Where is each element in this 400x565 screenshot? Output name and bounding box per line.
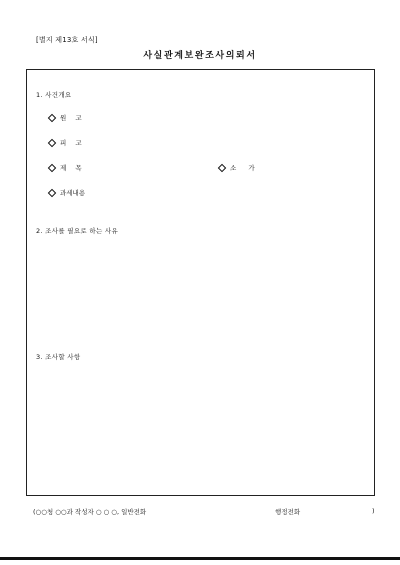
form-box (26, 69, 375, 496)
diamond-bullet-icon (48, 113, 56, 121)
field-label-defendant: 피 고 (60, 139, 86, 147)
field-plaintiff (48, 113, 85, 122)
document-title: 사실관계보완조사의뢰서 (143, 51, 257, 61)
diamond-bullet-icon (48, 163, 56, 171)
section-heading-items: 3. 조사할 사항 (36, 353, 81, 361)
diamond-bullet-icon (218, 163, 226, 171)
diamond-bullet-icon (48, 188, 56, 196)
field-label-claim-amount: 소 가 (230, 164, 260, 172)
form-number: [별지 제13호 서식] (36, 36, 98, 44)
section-heading-case-summary: 1. 사건개요 (36, 91, 72, 99)
field-label-title: 제 목 (60, 164, 86, 172)
field-claim-content (48, 188, 85, 197)
field-defendant (48, 138, 85, 147)
diamond-bullet-icon (48, 138, 56, 146)
field-label-plaintiff: 원 고 (60, 114, 86, 122)
field-label-claim-content: 과세내용 (60, 189, 86, 197)
footer-close-paren: ) (372, 507, 375, 515)
footer-admin-phone: 행정전화 (275, 508, 301, 516)
footer-author-info: (○○청 ○○과 작성자 ○ ○ ○, 일반전화 (33, 508, 147, 516)
field-claim-amount (218, 163, 260, 172)
bottom-rule (0, 557, 400, 560)
footer-contact (33, 507, 378, 517)
field-title (48, 163, 85, 172)
section-heading-reason: 2. 조사를 필요로 하는 사유 (36, 227, 119, 235)
